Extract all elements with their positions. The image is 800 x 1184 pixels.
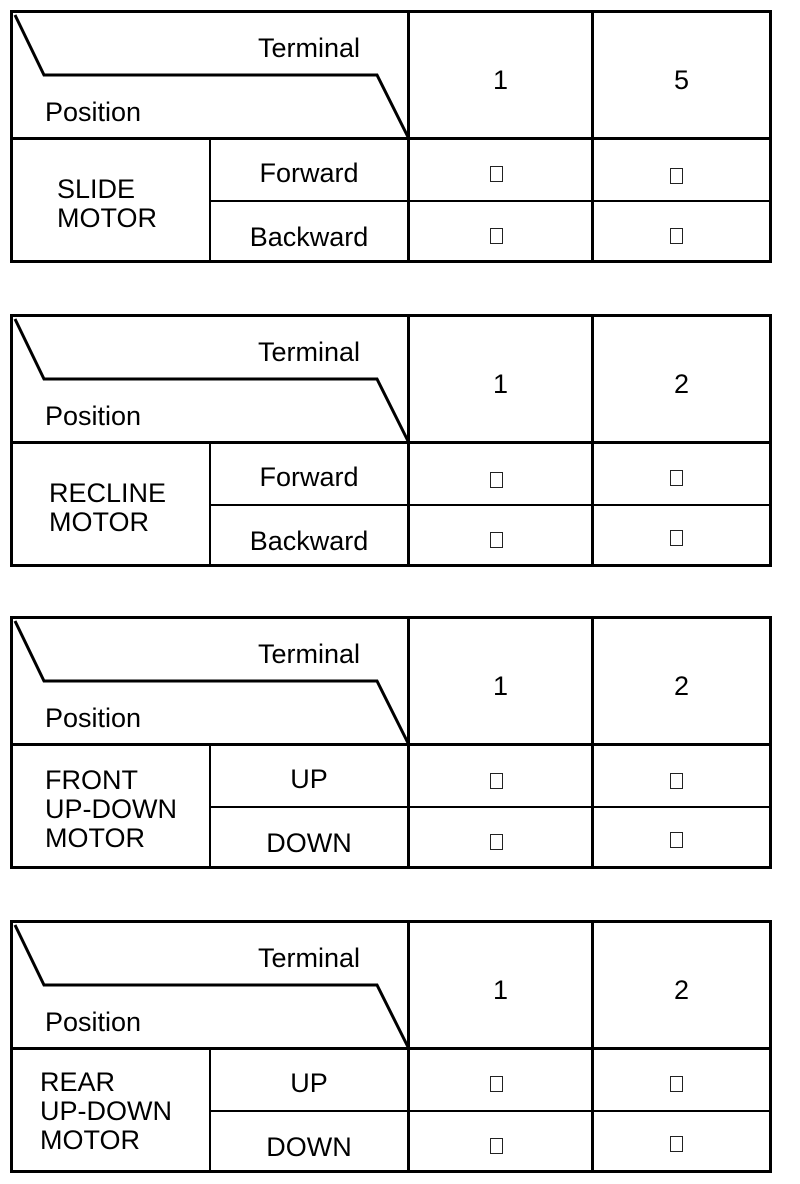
connection-cell bbox=[490, 834, 503, 850]
terminal-header-label: Terminal bbox=[258, 33, 361, 63]
terminal-number: 5 bbox=[673, 65, 690, 95]
row-divider bbox=[209, 1110, 769, 1112]
front-up-down-motor-table bbox=[10, 616, 772, 869]
connection-cell bbox=[670, 1136, 683, 1152]
terminal-header-label: Terminal bbox=[258, 943, 361, 973]
terminal-header-label: Terminal bbox=[258, 639, 361, 669]
terminal-number: 1 bbox=[492, 369, 509, 399]
position-label: Backward bbox=[249, 526, 369, 556]
connection-cell bbox=[490, 228, 503, 244]
connection-cell bbox=[490, 532, 503, 548]
terminal-header-label: Terminal bbox=[258, 337, 361, 367]
position-header-label: Position bbox=[45, 97, 142, 127]
position-label: Forward bbox=[259, 158, 359, 188]
connection-cell bbox=[490, 1076, 503, 1092]
connection-cell bbox=[490, 1138, 503, 1154]
connection-cell bbox=[670, 168, 683, 184]
rear-up-down-motor-table bbox=[10, 920, 772, 1173]
motor-name: FRONT UP-DOWN MOTOR bbox=[45, 765, 177, 853]
position-header-label: Position bbox=[45, 703, 142, 733]
motor-name: REAR UP-DOWN MOTOR bbox=[40, 1067, 172, 1155]
row-divider bbox=[209, 504, 769, 506]
slide-motor-table bbox=[10, 10, 772, 263]
position-header-label: Position bbox=[45, 1007, 142, 1037]
connection-cell bbox=[670, 530, 683, 546]
connection-cell bbox=[490, 472, 503, 488]
position-label: UP bbox=[290, 764, 328, 794]
recline-motor-table bbox=[10, 314, 772, 567]
connection-cell bbox=[670, 1076, 683, 1092]
position-label: UP bbox=[290, 1068, 328, 1098]
connection-cell bbox=[490, 773, 503, 789]
motor-name: SLIDE MOTOR bbox=[57, 174, 157, 233]
terminal-number: 1 bbox=[492, 671, 509, 701]
row-divider bbox=[209, 200, 769, 202]
connection-cell bbox=[670, 832, 683, 848]
position-label: DOWN bbox=[266, 828, 352, 858]
terminal-number: 2 bbox=[673, 975, 690, 1005]
connection-cell bbox=[670, 470, 683, 486]
terminal-number: 1 bbox=[492, 975, 509, 1005]
connection-cell bbox=[670, 228, 683, 244]
row-divider bbox=[209, 806, 769, 808]
position-header-label: Position bbox=[45, 401, 142, 431]
terminal-number: 2 bbox=[673, 671, 690, 701]
terminal-number: 2 bbox=[673, 369, 690, 399]
terminal-number: 1 bbox=[492, 65, 509, 95]
position-label: Forward bbox=[259, 462, 359, 492]
motor-name: RECLINE MOTOR bbox=[49, 478, 167, 537]
position-label: DOWN bbox=[266, 1132, 352, 1162]
position-label: Backward bbox=[249, 222, 369, 252]
connection-cell bbox=[490, 166, 503, 182]
connection-cell bbox=[670, 773, 683, 789]
